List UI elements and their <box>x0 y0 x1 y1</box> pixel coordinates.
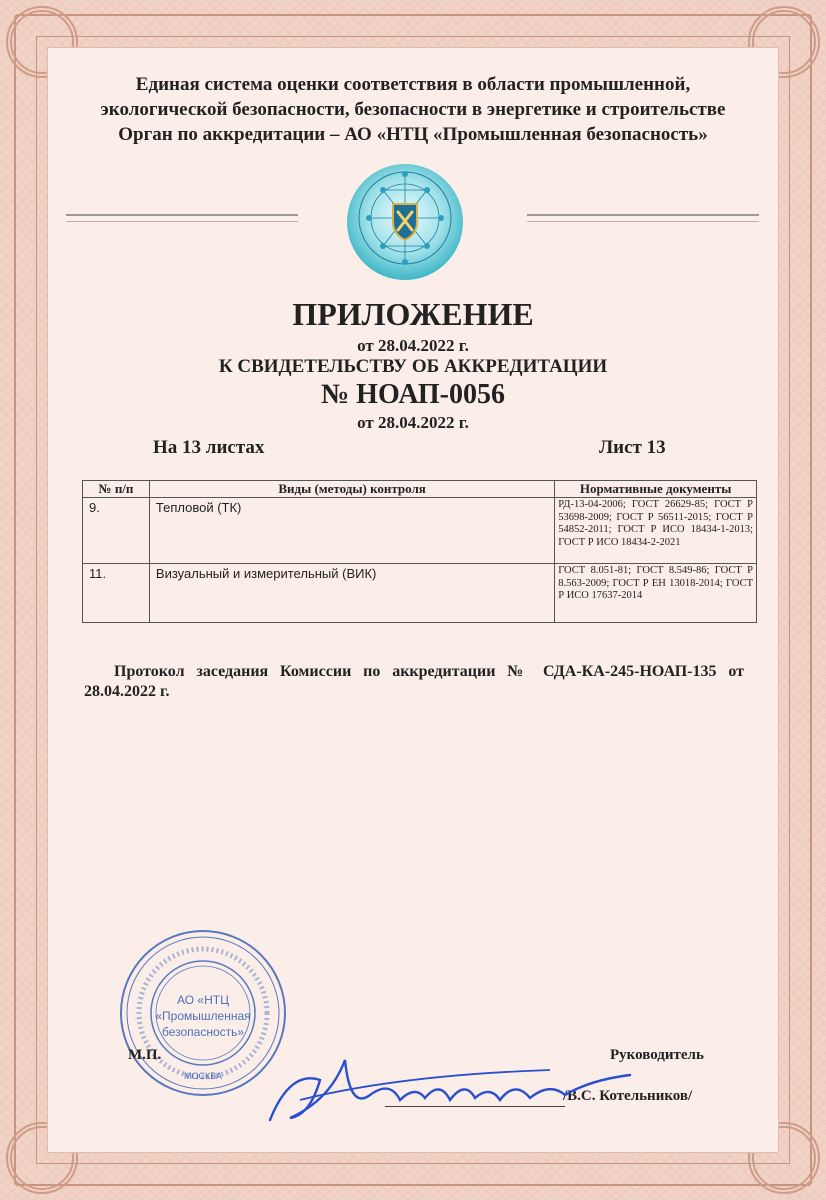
stamp-city: МОСКВА <box>184 1071 222 1081</box>
hammer-shield-emblem-icon <box>343 160 468 285</box>
methods-table <box>82 480 757 623</box>
signer-name: /В.С. Котельников/ <box>563 1088 693 1104</box>
row-number: 11. <box>83 564 150 623</box>
stamp-text-2: «Промышленная <box>155 1009 251 1023</box>
header-line-3: Орган по аккредитации – АО «НТЦ «Промышленная безопасность» <box>118 124 708 145</box>
row-method: Визуальный и измерительный (ВИК) <box>149 564 554 623</box>
stamp-text-1: АО «НТЦ <box>177 993 229 1007</box>
sheet-number: Лист 13 <box>599 437 666 458</box>
row-method: Тепловой (ТК) <box>149 498 554 564</box>
title-date: от 28.04.2022 г. <box>357 336 469 355</box>
signer-role: Руководитель <box>610 1047 704 1063</box>
row-number: 9. <box>83 498 150 564</box>
divider-left <box>66 214 298 222</box>
protocol-reference: Протокол заседания Комиссии по аккредитации № СДА-КА-245-НОАП-135 от 28.04.2022 г. <box>84 663 744 700</box>
header-number: № п/п <box>83 481 150 498</box>
header-documents: Нормативные документы <box>555 481 757 498</box>
sheets-total: На 13 листах <box>153 437 265 458</box>
header-methods: Виды (методы) контроля <box>149 481 554 498</box>
row-documents: ГОСТ 8.051-81; ГОСТ 8.549-86; ГОСТ Р 8.563-2009; ГОСТ Р ЕН 13018-2014; ГОСТ Р ИСО 17637-2014 <box>555 564 757 623</box>
row-documents: РД-13-04-2006; ГОСТ 26629-85; ГОСТ Р 53698-2009; ГОСТ Р 56511-2015; ГОСТ Р 54852-2011; ГОСТ Р ИСО 18434-1-2013; ГОСТ Р ИСО 18434-2-2021 <box>555 498 757 564</box>
seal-place-label: М.П. <box>128 1047 162 1063</box>
title-subtitle: К СВИДЕТЕЛЬСТВУ ОБ АККРЕДИТАЦИИ <box>218 356 608 377</box>
header-line-2: экологической безопасности, безопасности в энергетике и строительстве <box>100 99 726 120</box>
table-header-row <box>83 481 757 498</box>
page-title: ПРИЛОЖЕНИЕ <box>292 296 534 332</box>
table-row <box>83 498 757 564</box>
certificate-number: № НОАП-0056 <box>321 379 505 410</box>
certificate-date: от 28.04.2022 г. <box>357 413 469 432</box>
stamp-text-3: безопасность» <box>161 1025 245 1039</box>
handwritten-signature <box>250 1040 650 1140</box>
table-row <box>83 564 757 623</box>
divider-right <box>527 214 759 222</box>
header-line-1: Единая система оценки соответствия в области промышленной, <box>135 74 691 95</box>
